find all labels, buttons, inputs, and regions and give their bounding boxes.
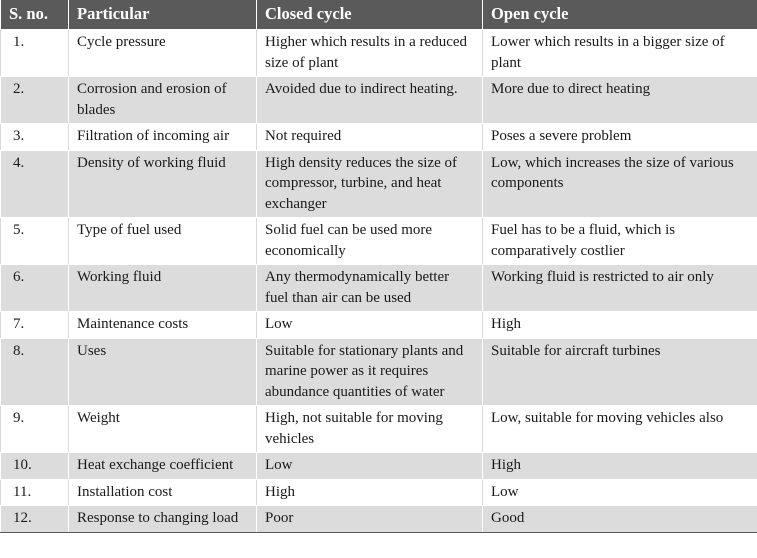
table-body [1, 30, 757, 533]
cell-closed-cycle: Any thermodynamically better fuel than air can be used [257, 265, 483, 312]
cell-open-cycle: High [483, 312, 757, 339]
cell-sno: 11. [1, 479, 69, 506]
cell-open-cycle: More due to direct heating [483, 77, 757, 124]
table-header [1, 0, 757, 30]
cell-sno: 10. [1, 453, 69, 480]
cell-sno: 1. [1, 30, 69, 77]
table-row [1, 406, 757, 453]
table-row [1, 218, 757, 265]
table-row [1, 312, 757, 339]
cell-open-cycle: Fuel has to be a fluid, which is comparatively costlier [483, 218, 757, 265]
cell-open-cycle: Lower which results in a bigger size of plant [483, 30, 757, 77]
cell-particular: Corrosion and erosion of blades [69, 77, 257, 124]
cell-particular: Density of working fluid [69, 150, 257, 218]
cell-closed-cycle: Suitable for stationary plants and marine power as it requires abundance quantities of water [257, 338, 483, 406]
cell-sno: 2. [1, 77, 69, 124]
cell-open-cycle: Low [483, 479, 757, 506]
cell-particular: Cycle pressure [69, 30, 257, 77]
cell-closed-cycle: High [257, 479, 483, 506]
table-row [1, 338, 757, 406]
header-open-cycle: Open cycle [483, 0, 757, 30]
cell-particular: Working fluid [69, 265, 257, 312]
cell-open-cycle: Low, suitable for moving vehicles also [483, 406, 757, 453]
header-sno: S. no. [1, 0, 69, 30]
table-row [1, 265, 757, 312]
cell-sno: 12. [1, 506, 69, 533]
cell-open-cycle: Working fluid is restricted to air only [483, 265, 757, 312]
cell-particular: Installation cost [69, 479, 257, 506]
cell-closed-cycle: Higher which results in a reduced size of plant [257, 30, 483, 77]
cell-open-cycle: Suitable for aircraft turbines [483, 338, 757, 406]
cell-particular: Response to changing load [69, 506, 257, 533]
table-row [1, 479, 757, 506]
header-row [1, 0, 757, 30]
cell-closed-cycle: Poor [257, 506, 483, 533]
cell-closed-cycle: Not required [257, 124, 483, 151]
cell-closed-cycle: High density reduces the size of compressor, turbine, and heat exchanger [257, 150, 483, 218]
cell-sno: 8. [1, 338, 69, 406]
header-particular: Particular [69, 0, 257, 30]
cell-particular: Maintenance costs [69, 312, 257, 339]
table-row [1, 30, 757, 77]
cell-closed-cycle: Avoided due to indirect heating. [257, 77, 483, 124]
cell-sno: 4. [1, 150, 69, 218]
cell-particular: Heat exchange coefficient [69, 453, 257, 480]
cell-particular: Filtration of incoming air [69, 124, 257, 151]
cell-closed-cycle: Low [257, 453, 483, 480]
cell-open-cycle: Low, which increases the size of various components [483, 150, 757, 218]
table-row [1, 506, 757, 533]
cell-sno: 9. [1, 406, 69, 453]
cell-closed-cycle: High, not suitable for moving vehicles [257, 406, 483, 453]
header-closed-cycle: Closed cycle [257, 0, 483, 30]
table-row [1, 453, 757, 480]
cell-open-cycle: High [483, 453, 757, 480]
cell-sno: 7. [1, 312, 69, 339]
table-row [1, 150, 757, 218]
cell-open-cycle: Poses a severe problem [483, 124, 757, 151]
cell-particular: Type of fuel used [69, 218, 257, 265]
cell-particular: Uses [69, 338, 257, 406]
cell-open-cycle: Good [483, 506, 757, 533]
cell-sno: 5. [1, 218, 69, 265]
cell-particular: Weight [69, 406, 257, 453]
cell-closed-cycle: Solid fuel can be used more economically [257, 218, 483, 265]
cell-sno: 3. [1, 124, 69, 151]
table-row [1, 124, 757, 151]
cell-closed-cycle: Low [257, 312, 483, 339]
cell-sno: 6. [1, 265, 69, 312]
table-row [1, 77, 757, 124]
